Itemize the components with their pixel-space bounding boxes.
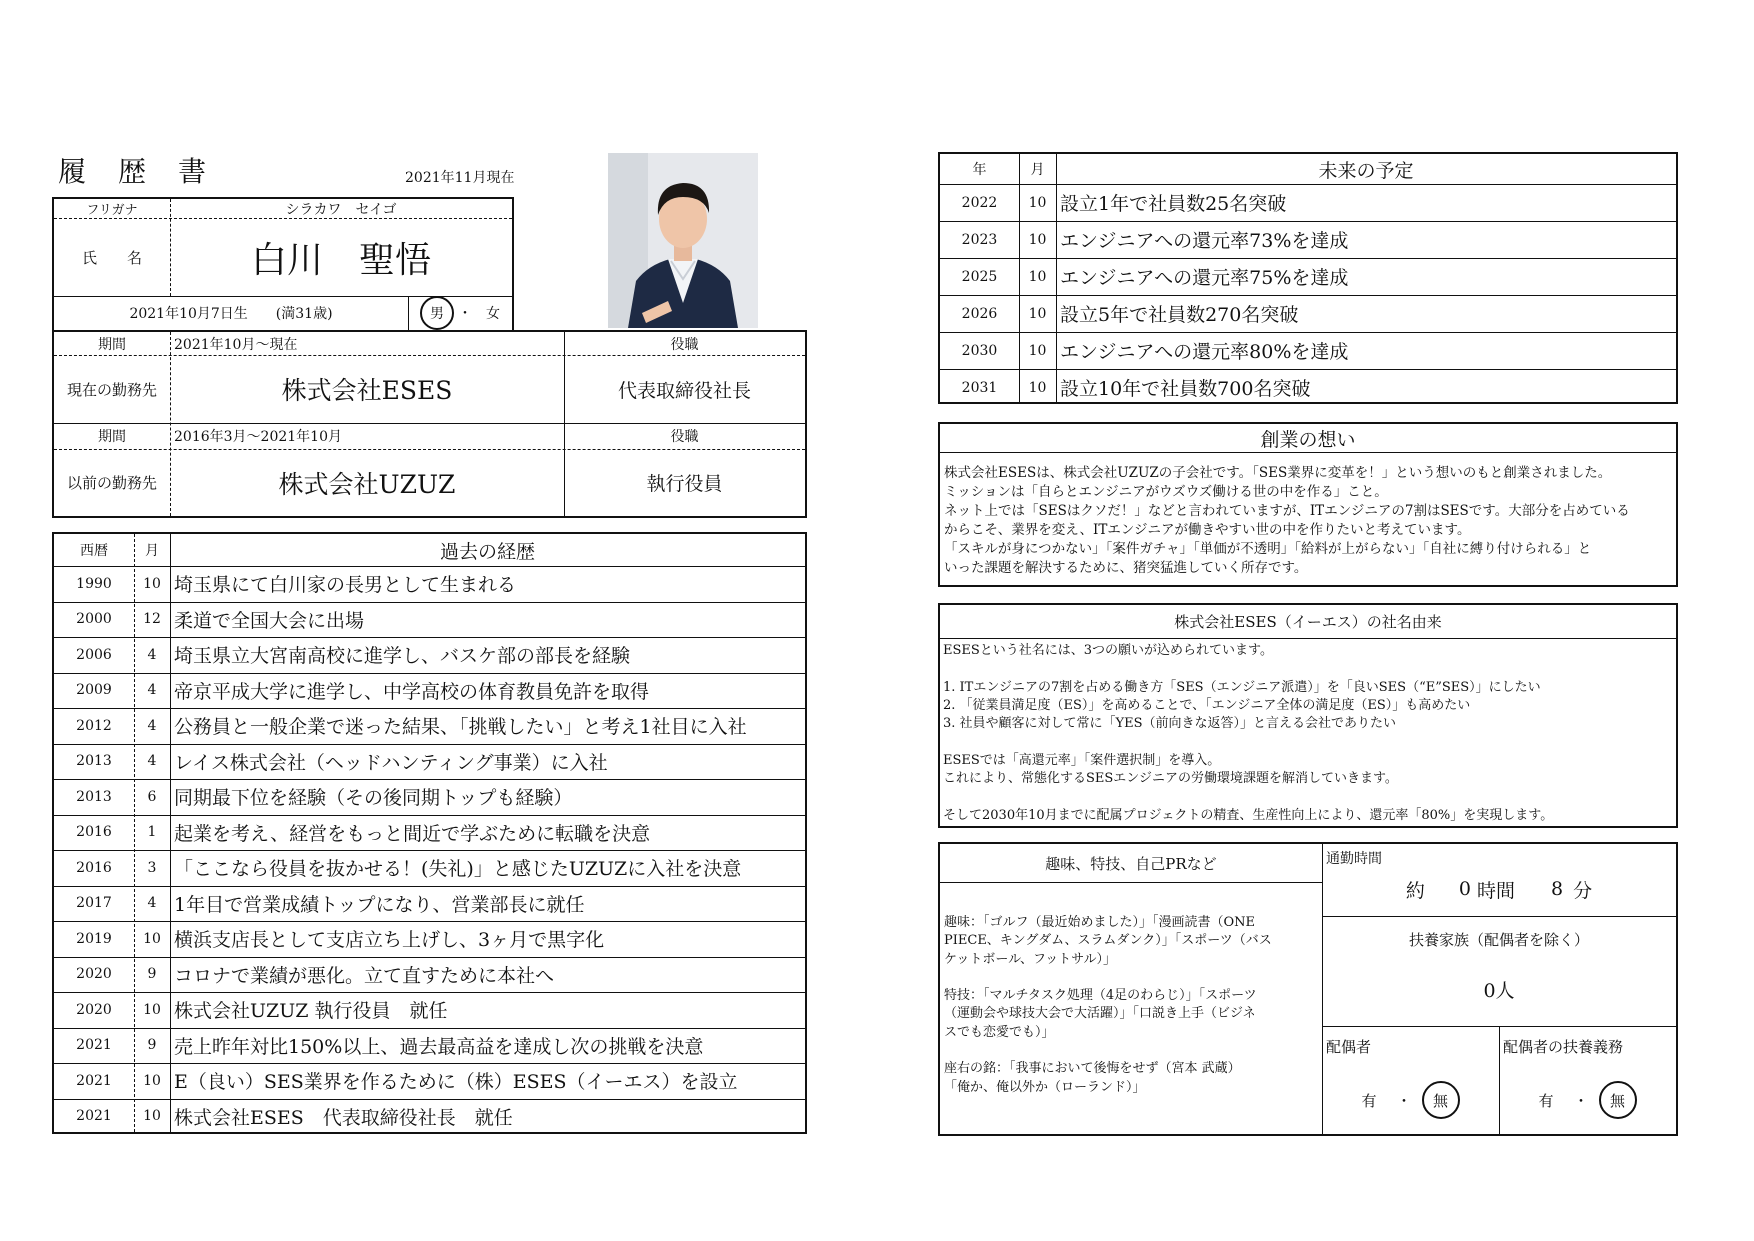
history-text: レイス株式会社（ヘッドハンティング事業）に入社 — [174, 751, 608, 774]
future-text: エンジニアへの還元率75%を達成 — [1060, 267, 1349, 289]
future-month: 10 — [1028, 305, 1047, 322]
commute-hours-unit: 時間 — [1476, 879, 1515, 902]
future-header-title: 未来の予定 — [1318, 159, 1414, 182]
history-month: 4 — [147, 753, 157, 770]
history-month: 4 — [147, 895, 157, 912]
history-text: 埼玉県にて白川家の長男として生まれる — [174, 574, 517, 597]
future-table — [938, 152, 1678, 404]
history-month: 3 — [147, 859, 157, 876]
history-text: 株式会社ESES 代表取締役社長 就任 — [174, 1106, 513, 1129]
commute-hours: 0 — [1458, 878, 1471, 900]
current-period-label: 期間 — [98, 336, 126, 353]
history-row — [54, 815, 805, 851]
history-text: 売上昨年対比150%以上、過去最高益を達成し次の挑戦を決意 — [174, 1035, 704, 1058]
history-header-title: 過去の経歴 — [439, 540, 535, 563]
furigana-label: フリガナ — [86, 203, 138, 218]
history-year: 2013 — [76, 753, 112, 770]
future-text: エンジニアへの還元率73%を達成 — [1060, 230, 1349, 252]
previous-role: 執行役員 — [646, 473, 723, 495]
history-year: 2021 — [76, 1108, 112, 1125]
future-month: 10 — [1028, 268, 1047, 285]
history-row — [54, 992, 805, 1028]
history-month: 4 — [147, 682, 157, 699]
as-of-date: 2021年11月現在 — [405, 170, 515, 186]
spouse-support-separator: ・ — [1573, 1091, 1589, 1110]
history-row — [54, 673, 805, 709]
history-month: 10 — [143, 1072, 161, 1089]
commute-time — [1322, 864, 1676, 914]
dependents-value: 0人 — [1483, 979, 1515, 1002]
history-year: 2016 — [76, 824, 112, 841]
profile-table — [52, 197, 514, 332]
gender-select — [408, 296, 512, 330]
commute-minutes: 8 — [1551, 878, 1564, 900]
history-row — [54, 566, 805, 602]
history-row — [54, 957, 805, 993]
future-header-month: 月 — [1030, 162, 1045, 178]
future-row — [940, 184, 1676, 221]
history-month: 1 — [147, 824, 157, 841]
founding-title: 創業の想い — [1260, 428, 1356, 451]
history-year: 2016 — [76, 859, 112, 876]
history-month: 6 — [147, 788, 157, 805]
pr-title: 趣味、特技、自己PRなど — [1045, 854, 1217, 873]
spouse-support-label: 配偶者の扶養義務 — [1503, 1038, 1624, 1056]
future-text: エンジニアへの還元率80%を達成 — [1060, 341, 1349, 363]
history-row — [54, 637, 805, 673]
spouse-yes: 有 — [1361, 1091, 1377, 1110]
current-period: 2021年10月～現在 — [174, 336, 298, 353]
future-row — [940, 221, 1676, 258]
history-month: 9 — [147, 1037, 157, 1054]
current-employer-label: 現在の勤務先 — [66, 380, 157, 399]
history-month: 9 — [147, 966, 157, 983]
future-row — [940, 332, 1676, 369]
history-text: 同期最下位を経験（その後同期トップも経験） — [174, 787, 573, 810]
history-table — [52, 532, 807, 1134]
gender-separator: ・ — [458, 306, 472, 322]
history-text: 公務員と一般企業で迷った結果、「挑戦したい」と考え1社目に入社 — [174, 716, 747, 739]
history-row — [54, 779, 805, 815]
resume-title: 履 歴 書 — [58, 155, 209, 188]
previous-period-label: 期間 — [98, 429, 126, 445]
spouse-no-circled: 無 — [1422, 1081, 1460, 1119]
history-year: 2017 — [76, 895, 112, 912]
history-row — [54, 921, 805, 957]
future-month: 10 — [1028, 231, 1047, 248]
history-year: 2006 — [76, 646, 112, 663]
founding-body: 株式会社ESESは、株式会社UZUZの子会社です。「SES業界に変革を！」という想いのもと創業されました。 ミッションは「自らとエンジニアがウズウズ働ける世の中を作る」こと。 ネット上では「SESはクソだ！」などと言われていますが、ITエンジニアの7割はSESです。大部分を占めている からこそ、業界を変え、ITエンジニアが働きやすい世の中を作りたいと考えています。 「スキルが身につかない」「案件ガチャ」「単価が不透明」「給料が上がらない」「自社に縛り付けられる」と いった課題を解決するために、猪突猛進していく所存です。 — [944, 465, 1630, 576]
history-year: 2000 — [76, 611, 112, 628]
gender-female: 女 — [486, 306, 500, 322]
future-month: 10 — [1028, 379, 1047, 396]
commute-label: 通勤時間 — [1326, 851, 1382, 867]
history-month: 10 — [143, 575, 161, 592]
current-role: 代表取締役社長 — [617, 379, 751, 402]
history-year: 2013 — [76, 788, 112, 805]
work-table — [52, 330, 807, 518]
history-text: 横浜支店長として支店立ち上げし、3ヶ月で黒字化 — [174, 929, 605, 952]
history-text: 起業を考え、経営をもっと間近で学ぶために転職を決意 — [174, 822, 651, 845]
name-origin-box — [938, 603, 1678, 828]
history-month: 4 — [147, 646, 157, 663]
history-header-month: 月 — [145, 543, 159, 559]
commute-approx: 約 — [1405, 879, 1425, 902]
history-year: 2020 — [76, 966, 112, 983]
history-row — [54, 1028, 805, 1064]
previous-role-label: 役職 — [670, 429, 699, 445]
pr-box — [938, 842, 1678, 1136]
history-month: 4 — [147, 717, 157, 734]
history-row — [54, 850, 805, 886]
future-month: 10 — [1028, 342, 1047, 359]
previous-company: 株式会社UZUZ — [278, 469, 456, 499]
history-text: 1年目で営業成績トップになり、営業部長に就任 — [174, 893, 585, 916]
history-text: 株式会社UZUZ 執行役員 就任 — [174, 1000, 448, 1023]
future-year: 2026 — [961, 305, 998, 322]
person-photo-icon — [608, 153, 758, 328]
full-name: 白川 聖悟 — [250, 239, 431, 281]
current-role-label: 役職 — [670, 336, 699, 353]
history-text: 「ここなら役員を抜かせる！(失礼)」と感じたUZUZに入社を決意 — [174, 858, 742, 881]
commute-minutes-unit: 分 — [1573, 879, 1593, 902]
future-text: 設立1年で社員数25名突破 — [1060, 193, 1287, 215]
spouse-support-no-circled: 無 — [1599, 1081, 1637, 1119]
dependents-label: 扶養家族（配偶者を除く） — [1408, 930, 1589, 949]
history-header-year: 西暦 — [80, 543, 108, 559]
future-header-year: 年 — [972, 162, 987, 178]
future-row — [940, 295, 1676, 332]
history-text: E（良い）SES業界を作るために（株）ESES（イーエス）を設立 — [174, 1071, 738, 1094]
future-month: 10 — [1028, 194, 1047, 211]
profile-photo — [608, 153, 758, 328]
history-year: 2012 — [76, 717, 112, 734]
future-year: 2022 — [961, 194, 998, 211]
history-year: 2019 — [76, 930, 112, 947]
furigana-value: シラカワ セイゴ — [285, 201, 397, 218]
spouse-label: 配偶者 — [1326, 1038, 1372, 1056]
future-row — [940, 369, 1676, 406]
history-row — [54, 1063, 805, 1099]
future-row — [940, 258, 1676, 295]
future-text: 設立5年で社員数270名突破 — [1060, 304, 1299, 326]
history-year: 1990 — [76, 575, 112, 592]
future-text: 設立10年で社員数700名突破 — [1060, 378, 1311, 400]
history-year: 2020 — [76, 1001, 112, 1018]
future-year: 2031 — [961, 379, 998, 396]
current-company: 株式会社ESES — [281, 376, 453, 405]
history-text: 帝京平成大学に進学し、中学高校の体育教員免許を取得 — [174, 680, 650, 703]
previous-employer-label: 以前の勤務先 — [66, 474, 157, 492]
pr-body: 趣味：「ゴルフ（最近始めました）」「漫画読書（ONE PIECE、キングダム、スラムダンク）」「スポーツ（バス ケットボール、フットサル）」 特技：「マルチタスク処理（4足のわらじ）」「スポーツ （運動会や球技大会で大活躍）」「口説き上手（ビジネ スでも恋愛でも）」 座右の銘：「我事において後悔をせず（宮本 武蔵） 「俺か、俺以外か（ローランド）」 — [944, 915, 1272, 1095]
history-month: 10 — [143, 930, 161, 947]
history-year: 2009 — [76, 682, 112, 699]
history-text: 埼玉県立大宮南高校に進学し、バスケ部の部長を経験 — [174, 645, 631, 668]
spouse-separator: ・ — [1396, 1091, 1412, 1110]
history-year: 2021 — [76, 1072, 112, 1089]
future-year: 2023 — [961, 231, 998, 248]
name-origin-title: 株式会社ESES（イーエス）の社名由来 — [1174, 613, 1442, 631]
spouse-support-select — [1499, 1080, 1676, 1120]
history-year: 2021 — [76, 1037, 112, 1054]
history-month: 10 — [143, 1001, 161, 1018]
history-row — [54, 708, 805, 744]
name-label: 氏 名 — [81, 248, 142, 267]
founding-box — [938, 422, 1678, 587]
name-origin-body: ESESという社名には、3つの願いが込められています。 1. ITエンジニアの7割を占める働き方「SES（エンジニア派遣）」を「良いSES（“E”SES）」にしたい 2. 「従業員満足度（ES）」を高めることで、「エンジニア全体の満足度（ES）」も高めたい 3. 社員や顧客に対して常に「YES（前向きな返答）」と言える会社でありたい ESESでは「高還元率」「案件選択制」を導入。 これにより、常態化するSESエンジニアの労働環境課題を解消していきます。 そして2030年10月までに配属プロジェクトの精査、生産性向上により、還元率「80%」を実現します。 — [943, 643, 1554, 823]
history-row — [54, 1099, 805, 1135]
history-row — [54, 602, 805, 638]
birth-date: 2021年10月7日生 (満31歳) — [129, 306, 333, 322]
history-text: コロナで業績が悪化。立て直すために本社へ — [174, 964, 555, 987]
gender-male-circled: 男 — [420, 296, 454, 330]
previous-period: 2016年3月～2021年10月 — [174, 429, 342, 445]
history-month: 12 — [143, 611, 161, 628]
future-year: 2030 — [961, 342, 998, 359]
history-text: 柔道で全国大会に出場 — [174, 609, 365, 632]
future-year: 2025 — [961, 268, 998, 285]
spouse-select — [1322, 1080, 1499, 1120]
history-row — [54, 744, 805, 780]
history-month: 10 — [143, 1108, 161, 1125]
history-row — [54, 886, 805, 922]
spouse-support-yes: 有 — [1538, 1091, 1554, 1110]
